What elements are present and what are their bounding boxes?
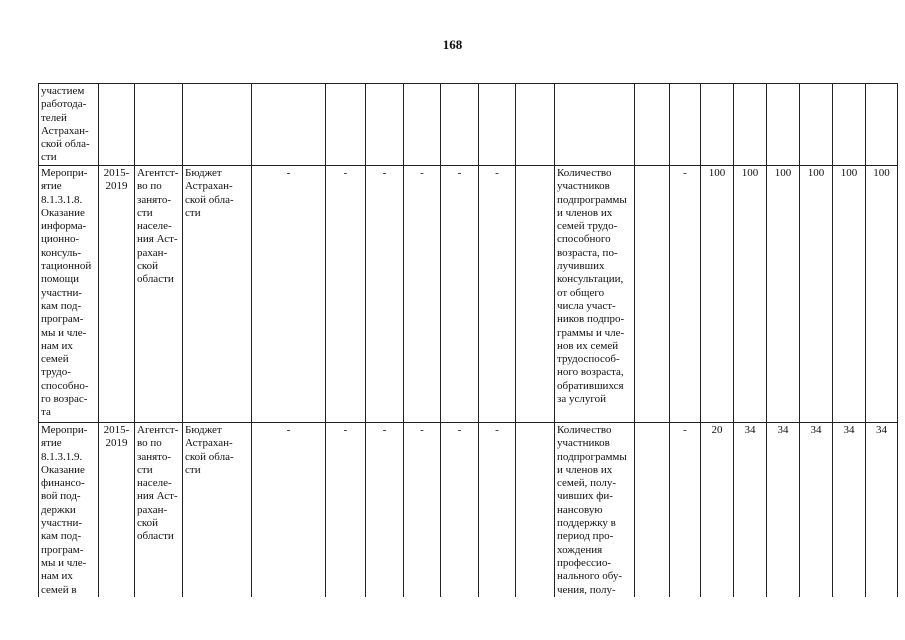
page-number: 168 [442,37,463,52]
target-value-cell [701,84,734,166]
amount-cell: - [326,166,366,423]
amount-cell: - [366,166,404,423]
amount-cell: - [366,423,404,597]
activity-cell: участием работода- телей Астрахан- ской обла- сти [39,84,99,166]
executor-cell: Агентст- во по занято- сти населе- ния Аст- рахан- ской области [135,166,183,423]
funding-source-cell: Бюджет Астрахан- ской обла- сти [183,166,252,423]
table-row [39,84,898,166]
target-value-cell [734,84,767,166]
target-value-cell: 100 [701,166,734,423]
amount-cell [441,84,479,166]
target-value-cell [866,84,898,166]
target-value-cell [833,84,866,166]
executor-cell: Агентст- во по занято- сти населе- ния Аст- рахан- ской области [135,423,183,597]
target-value-cell: 34 [800,423,833,597]
amount-cell: - [441,423,479,597]
amount-cell [404,84,441,166]
amount-cell [252,84,326,166]
target-value-cell: 100 [866,166,898,423]
amount-cell [366,84,404,166]
base-cell [635,166,670,423]
base-cell [635,423,670,597]
amount-cell [516,166,555,423]
amount-cell [326,84,366,166]
amount-cell: - [479,423,516,597]
table-row [39,423,898,597]
amount-cell: - [404,423,441,597]
amount-cell: - [479,166,516,423]
target-value-cell: 34 [734,423,767,597]
activity-cell: Меропри- ятие 8.1.3.1.9. Оказание финансо- вой под- держки участни- кам под- програм- мы и чле- нам их семей в [39,423,99,597]
base-cell [670,84,701,166]
target-value-cell: 100 [800,166,833,423]
target-value-cell: 20 [701,423,734,597]
amount-cell: - [441,166,479,423]
amount-cell: - [404,166,441,423]
amount-cell: - [252,423,326,597]
indicator-cell: Количество участников подпрограммы и членов их семей, полу- чивших фи- нансовую поддержку в период про- хождения профессио- нального обу- чения, полу- [555,423,635,597]
target-value-cell: 34 [833,423,866,597]
table-row [39,166,898,423]
target-value-cell: 100 [833,166,866,423]
funding-source-cell: Бюджет Астрахан- ской обла- сти [183,423,252,597]
years-cell: 2015- 2019 [99,423,135,597]
executor-cell [135,84,183,166]
base-cell: - [670,166,701,423]
years-cell: 2015- 2019 [99,166,135,423]
amount-cell: - [252,166,326,423]
funding-source-cell [183,84,252,166]
activity-cell: Меропри- ятие 8.1.3.1.8. Оказание информа- ционно- консуль- тационной помощи участни- кам под- програм- мы и чле- нам их семей трудо- способно- го возрас- та [39,166,99,423]
indicator-cell: Количество участников подпрограммы и членов их семей трудо- способного возраста, по- лучивших консультации, от общего числа участ- ников подпро- граммы и чле- нов их семей трудоспособ- ного возраста, обратившихся за услугой [555,166,635,423]
base-cell: - [670,423,701,597]
target-value-cell [767,84,800,166]
target-value-cell: 100 [734,166,767,423]
base-cell [635,84,670,166]
program-activities-table [38,83,898,597]
target-value-cell: 100 [767,166,800,423]
amount-cell [516,423,555,597]
amount-cell [516,84,555,166]
amount-cell [479,84,516,166]
target-value-cell: 34 [866,423,898,597]
target-value-cell: 34 [767,423,800,597]
years-cell [99,84,135,166]
amount-cell: - [326,423,366,597]
indicator-cell [555,84,635,166]
target-value-cell [800,84,833,166]
